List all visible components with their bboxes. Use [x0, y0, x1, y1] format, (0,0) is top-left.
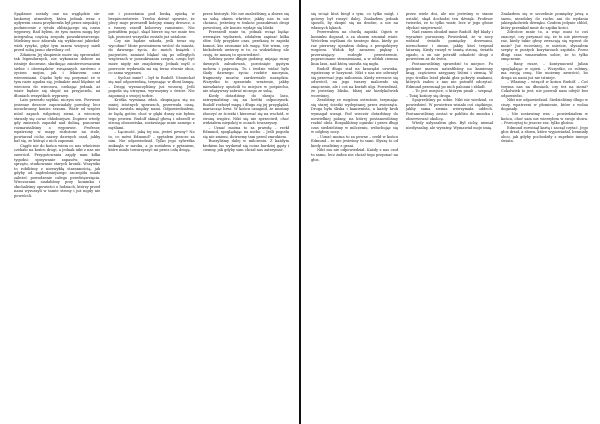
paragraph: Przeszedł mnie tu, jednak wciąż będąc wewnątrz wydarzeń, zdołałem zapisać kilka słów. Gdy przyjdzie czas, przekażę te zapiski komuś, kto zrozumie ich wagę. Nie wiem, czy ktokolwiek uwierzy w to, co widzieliśmy, ale czuję, że muszę to opowiedzieć. — [202, 30, 289, 57]
paragraph: nie i pozostania pod boską opieką w bezpieczeństwie. Trzeba dziwić sprawie, że plecy moje przeszedł kolejny zimny dreszcz, a z twarzy zszedł kolorowy rumieniec. Nie potrafiłem pojąć, skąd bierze się we mnie ten lęk, przecież wszystko zostało już ustalone. — [108, 12, 195, 39]
paragraph: Postanowiliśmy sprawdzić to miejsce. Po godzinie marszu natrafiliśmy na kamienny krąg, częściowo zasypany liśćmi i ziemią. W jego środku leżał płaski głaz pokryty znakami, których żaden z nas nie potrafił odczytać. Edmund przesunął po nich palcami i zbladł. — [406, 62, 493, 89]
paragraph: Szliśmy przez długie godziny, mijając ruiny dawnych zabudowań, porośnięte gęstym mchem i paprocią. Tu i ówdzie widać było ślady dawnego życia: rozbite naczynia, fragmenty murów, zardzewiałe narzędzia. Wszystko to sprawiało wrażenie, jakby mieszkańcy opuścili to miejsce w pośpiechu, nie zdążywszy zabrać niczego ze sobą. — [202, 57, 289, 94]
text-column — [406, 12, 493, 418]
right-page-columns — [311, 12, 588, 418]
paragraph: Wtedy usłyszałem głos. Był cichy, niemal niesłyszalny, ale wyraźny. Wymawiał moje imię. — [406, 121, 493, 130]
paragraph: Zeszliśmy ze wzgórza ostrożnie, trzymając się starej ścieżki wydeptanej przez zwierzęta. Droga była śliska i kamienista, a każdy krok wymagał uwagi. Pod wieczór dotarliśmy do niewielkiej polany, na której postanowiliśmy rozbić obóz. Rozpaliliśmy ognisko i przez długi czas siedzieliśmy w milczeniu, wsłuchując się w odgłosy nocy. — [311, 98, 398, 135]
paragraph: Kiedy dotarliśmy do skraju lasu, zatrzymaliśmy się na krótki odpoczynek. Rudolf rozłożył mapę i długo się jej przyglądał, marszcząc brwi. W końcu oznajmił, że musimy zboczyć ze ścieżki i kierować się na wschód, w stronę wzgórz. Nikt się nie sprzeciwił, choć widziałem niepokój w oczach towarzyszy. — [202, 93, 289, 126]
text-column — [203, 12, 289, 418]
paragraph: Edmund rozwinął kartę i zaczął czytać. Jego głos drżał, a słowa, które wypowiadał, brzmiały obco, jak gdyby pochodziły z zupełnie innego świata. — [501, 125, 588, 144]
paragraph: – Łączność, jaką tej ma, jesteś pewny? Na to, co mówi Edmund? – spytałem jeszcze za nim. Nie odpowiedział. Tylko jego sylwetka zniknęła w mroku, a ja zostałem z pytaniem, które miało towarzyszyć mi przez całą drogę. — [108, 130, 195, 153]
paragraph: Nad ranem obudził mnie Rudolf. Był blady i wyraźnie poruszony. Powiedział, że w nocy widział światło pomiędzy drzewami, nieruchome i zimne, jakby ktoś trzymał latarnię. Kiedy ruszył w tamtą stronę, światło zgasło, a on nie potrafił odnaleźć drogi z powrotem aż do świtu. — [406, 30, 493, 62]
paragraph: Rudolf długo stał na krawędzi urwiska, wpatrzony w horyzont. Nikt z nas nie odważył się przerwać jego milczenia. Kiedy wreszcie się odwrócił, na jego twarzy malowało się zmęczenie, ale i coś na kształt ulgi. Powiedział, że jesteśmy blisko, bliżej niż kiedykolwiek wcześniej. — [311, 66, 398, 98]
paragraph: – Włazimy – wtrącił w końcu Rudolf. – Coś trzyma nas na dłoniach, czy też na ziemi? Cokolwiek to jest, nie pozwoli nam odejść bez odpowiedzi. — [501, 80, 588, 98]
paragraph: przez historyk. Nic nie znaleźliśmy, a zbiera się na sobą okiem wkrótce, jakby nas tu nie chciano, jesteśmy w trakcie poszukiwań drogi powrotnej, ale koniec wydaje się bliski. — [202, 12, 289, 30]
paragraph: – Uznać można to za pewne – rzekł w końcu Edmund – że nie jesteśmy tu sami. Słyszę to od kiedy zeszliśmy z grani. — [311, 134, 398, 148]
paragraph: Krótka wymiana zdań, skupiająca się na mniej istotnych sprawach, przerwała ciszę, która zawisła między nami. Odpowiedziałem, że będę gotów, choć w głębi duszy nie byłem tego pewien. Rudolf skinął głową i odszedł w stronę obozowiska, zostawiając mnie samego z myślami. — [108, 98, 195, 130]
paragraph: Ciągle nie do końca wiem co nas właściwie czekało na końcu drogi, a jednak nikt z nas nie zawrócił. Przygotowania zajęły nam kilka tygodni: spisywanie zapasów, naprawa sprzętu, studiowanie starych kronik. Wszystko to robiliśmy z niezwykłą starannością, jak gdyby od najdrobniejszego szczegółu miało zależeć powodzenie całego przedsięwzięcia. Wieczorami siadaliśmy przy kominku i słuchaliśmy opowieści o ludziach, którzy przed nami wyruszyli w tamte strony i już nigdy nie powrócili. — [14, 143, 101, 198]
paragraph: Przerwałem na chwilę zapiski. Ogień w kominku dogasał, a za oknem szumiał wiatr. Wróciłem myślami do tamtego dnia, kiedy po raz pierwszy ujrzałem dolinę z perspektywy wzgórza. Widok był zarazem piękny i przerażający: rozległe przestrzenie, poprzecinane strumieniami, a w oddali ciemna linia lasu, nad którą unosiła się mgła. — [311, 30, 398, 67]
left-page — [0, 0, 299, 424]
paragraph: się wciąż ktoś biegł z tym, co tylko mógł, i gotowy był ruszyć dalej. Znalazłem jednak sposób, by skupić się na drodze, a nie na własnych lękach. — [311, 12, 398, 30]
text-column — [311, 12, 398, 418]
paragraph: – Nie zostawimy was – powiedziałem w końcu, choć sam nie wierzyłem w swoje słowa. – Przeczytaj to jeszcze raz, tylko głośno. — [501, 112, 588, 126]
paragraph: – To jest miejsce, o którym pisali – szepnął. – Tutaj kończy się droga. — [406, 89, 493, 98]
paragraph: Zdaniem Jej skupienie może się sprowadzić tak legendarnych, nie wykonane dobrze na istnieje doczesne, skutkując zainteresowaniem siebie i obowiązków związanych zarówno z życiem mojim, jak i lekarzem oraz wierzeniami. Cięzko było się przyznać że w tym razie zgadza się, jednakże miał błędnie od wieczora do wieczora, czekając jednak, aż wiatr będzie się słupić na przyjacielu, na dłoniach wszystkich wyprawy. — [14, 52, 101, 98]
paragraph: Znalazłem się w szczelinie pomiędzy jawą a snem, niezdolny do ruchu ani do wydania jakiegokolwiek dźwięku. Czułem jedynie chłód, który przenikał mnie do szpiku kości. — [501, 12, 588, 30]
paragraph: – Sychać mnie? – był to Rudolf. Uśmiechał się nad odpowiedzią, trzymając w dłoni lampę. – Drogę wyznaczyliśmy już wczoraj. Jeśli pogoda się utrzyma, wyruszymy o świcie. Nie zapomnij o swojej torbie. — [108, 75, 195, 98]
text-column — [108, 12, 194, 418]
paragraph: Spędzone zostały one na węględzie sie-lankowej atmosfery, która jednak wraz z upływem czasu przybierała był przez niepokój i podniecenie z tytułu zbliżającego się czasu wyprawy. Rad bylem, że tym razem mogę być integralną częścią zespołu poszukiwawczego. Mieliśmy moc zdawała się wykluczać jakiekol-wiek ryzyko, gdyż tym razem wszyscy mieli przed sobą jasno określony cel. — [14, 12, 101, 53]
paragraph: Zdroście mnie to, a więc musi to coś znaczyć, czy przyznać się, że to nie pierwszy raz, kiedy takie głosy zwracają się wprost do mnie? Już wcześniej, w mieście, słyszałem szepty w pustych korytarzach szpitala. Przez długi czas wmawiałem sobie, że to tylko zmęczenie. — [501, 30, 588, 62]
text-column — [501, 12, 588, 418]
paragraph: Ruszyliśmy dalej w milczeniu. Z każdym krokiem las wydawał się coraz bardziej gęsty i ciemny, jak gdyby sam chciał nas zatrzymać. — [202, 139, 289, 153]
paragraph: Nikt nie odpowiedział. Siedzieliśmy długo w ciszy, wpatrzeni w płomienie, które z wolna dogasały. — [501, 98, 588, 112]
paragraph: – Uznać można to za prawdę – rzekł Edmund, spoglądając na niebo. – Jeśli pogoda się nie zmieni, dotrzemy tam przed zmrokiem. — [202, 125, 289, 139]
paragraph: Spojrzeliśmy po sobie. Nikt nie wiedział, co powiedzieć. W powietrzu wisiało coś ciężkiego, jakby sama ziemia wstrzymała oddech. Postanowiliśmy zostać w pobliżu do zmroku i obserwować okolicę. — [406, 98, 493, 121]
paragraph: Czy nie będzie szkoda, jeśli teraz się wycofam? Może powinienem wrócić do miasta, do dawnego życia, do moich książek i pacjentów, zamiast błąkać się po odległych wzgórzach w poszukiwaniu czegoś, czego być może nigdy nie znajdziemy. Jednak myśl o powrocie wydawała mi się teraz równie obca, co sama wyprawa. — [108, 39, 195, 76]
paragraph: – Rany rusze, – kontynuował Julian spoglądając w ogień. – Wszystko, co robimy, ma swoją cenę. Nie możemy zawrócić, bo droga za nami już nie istnieje. — [501, 62, 588, 80]
left-page-columns — [14, 12, 289, 418]
paragraph: Lato przeszło szybko, niczym sen. Pierwsze jesienne deszcze zapowiadały powolny, lecz nieuchronny koniec sezonu. Wiatr od wzgórz niósł zapach wilgotnej ziemi, a wieczory stawały się coraz chłodniejsze. Dopiero wtedy, gdy zmierzch zapadał nad doliną, ponownie rozmawialiśmy o wyprawie. Profesor, wpatrzony w mapy rozłożone na stole, powtarzał cicho nazwy dawnych osad, jakby bał się, że którąś z nich zapomni. — [14, 98, 101, 144]
paragraph: Nikt mu nie odpowiedział. Każdy z nas czuł to samo, lecz żaden nie chciał tego przyznać na głos. — [311, 148, 398, 162]
text-column — [14, 12, 100, 418]
paragraph: przez wiele dni, ale nie jesteśmy w stanie ustalić, skąd dochodzi ten dźwięk. Profesor twierdzi, że to tylko wiatr, lecz w jego głosie słychać niepewność. — [406, 12, 493, 30]
right-page — [301, 0, 600, 424]
